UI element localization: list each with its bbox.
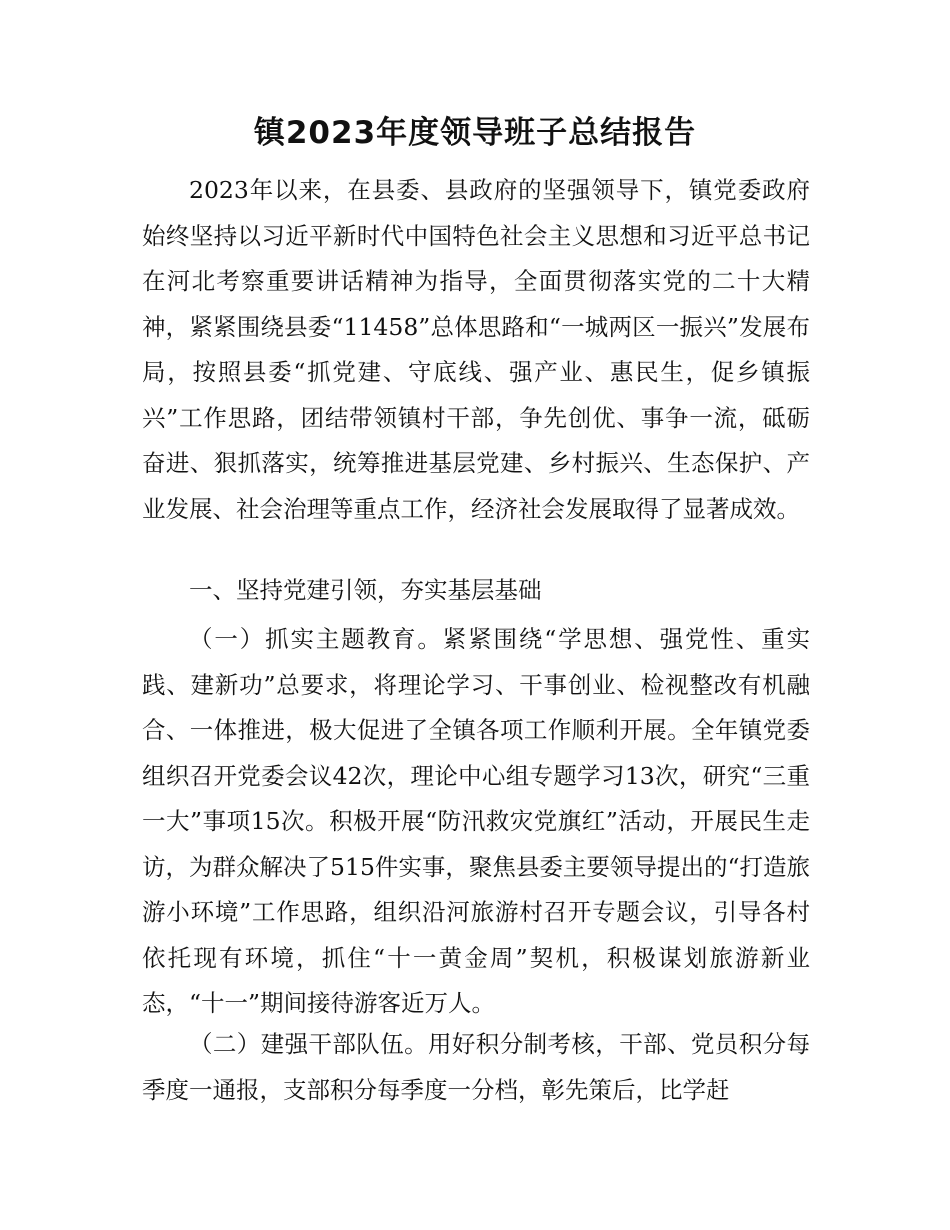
section-heading: 一、坚持党建引领，夯实基层基础 [189, 576, 542, 604]
subsection-paragraph-cadre-team: （二）建强干部队伍。用好积分制考核，干部、党员积分每季度一通报，支部积分每季度一分档，彰先策后，比学赶 [142, 1030, 810, 1104]
intro-paragraph: 2023年以来，在县委、县政府的坚强领导下，镇党委政府始终坚持以习近平新时代中国特色社会主义思想和习近平总书记在河北考察重要讲话精神为指导，全面贯彻落实党的二十大精神，紧紧围绕县委“11458”总体思路和“一城两区一振兴”发展布局，按照县委“抓党建、守底线、强产业、惠民生，促乡镇振兴”工作思路，团结带领镇村干部，争先创优、事争一流，砥砺奋进、狠抓落实，统筹推进基层党建、乡村振兴、生态保护、产业发展、社会治理等重点工作，经济社会发展取得了显著成效。 [142, 176, 810, 523]
subsection-paragraph-theme-education: （一）抓实主题教育。紧紧围绕“学思想、强党性、重实践、建新功”总要求，将理论学习、干事创业、检视整改有机融合、一体推进，极大促进了全镇各项工作顺利开展。全年镇党委组织召开党委会议42次，理论中心组专题学习13次，研究“三重一大”事项15次。积极开展“防汛救灾党旗红”活动，开展民生走访，为群众解决了515件实事，聚焦县委主要领导提出的“打造旅游小环境”工作思路，组织沿河旅游村召开专题会议，引导各村依托现有环境，抓住“十一黄金周”契机，积极谋划旅游新业态，“十一”期间接待游客近万人。 [142, 625, 810, 1017]
document-title: 镇2023年度领导班子总结报告 [253, 115, 697, 151]
